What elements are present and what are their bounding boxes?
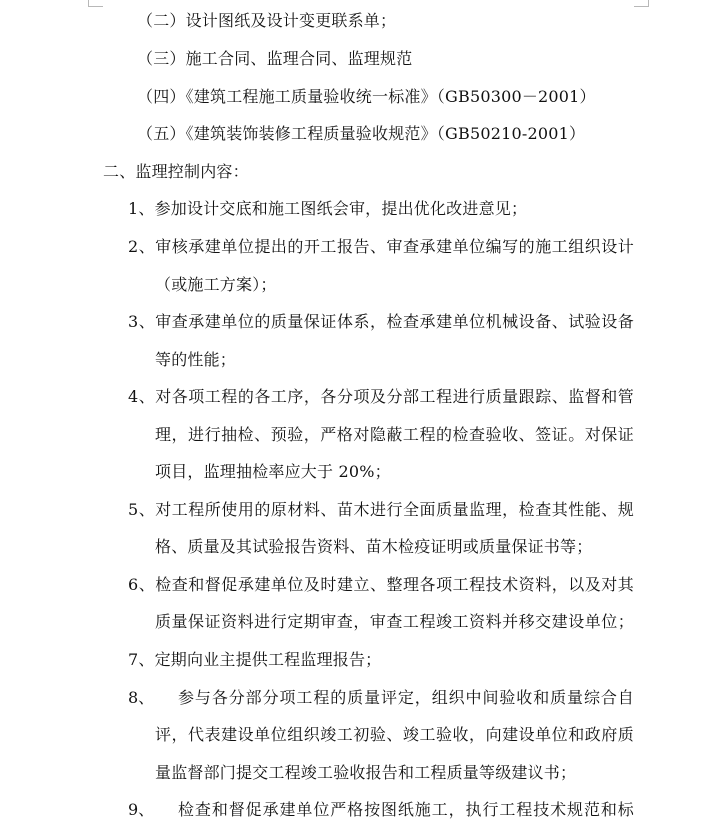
list-item-7: 7、定期向业主提供工程监理报告； (128, 650, 382, 669)
reference-item-2: （二）设计图纸及设计变更联系单； (137, 11, 397, 30)
list-item-8-line-3: 量监督部门提交工程竣工验收报告和工程质量等级建议书； (155, 763, 577, 782)
section-heading: 二、监理控制内容： (103, 162, 249, 181)
reference-item-5: （五）《建筑装饰装修工程质量验收规范》（GB50210-2001） (137, 124, 586, 143)
list-item-6-line-1: 6、检查和督促承建单位及时建立、整理各项工程技术资料，以及对其 (128, 575, 634, 594)
list-item-5-line-1: 5、对工程所使用的原材料、苗木进行全面质量监理，检查其性能、规 (128, 500, 634, 519)
reference-item-4: （四）《建筑工程施工质量验收统一标准》（GB50300－2001） (137, 87, 596, 106)
list-item-9-line-1: 检查和督促承建单位严格按图纸施工，执行工程技术规范和标 (178, 800, 634, 819)
list-item-4-line-2: 理，进行抽检、预验，严格对隐蔽工程的检查验收、签证。对保证 (155, 425, 634, 444)
list-item-8-number: 8、 (128, 688, 155, 707)
reference-item-3: （三）施工合同、监理合同、监理规范 (137, 49, 413, 68)
list-item-2-line-1: 2、审核承建单位提出的开工报告、审查承建单位编写的施工组织设计 (128, 237, 634, 256)
list-item-5-line-2: 格、质量及其试验报告资料、苗木检疫证明或质量保证书等； (155, 537, 593, 556)
list-item-3-line-2: 等的性能； (155, 350, 237, 369)
list-item-3-line-1: 3、审查承建单位的质量保证体系，检查承建单位机械设备、试验设备 (128, 312, 634, 331)
list-item-8-line-2: 评，代表建设单位组织竣工初验、竣工验收，向建设单位和政府质 (155, 725, 634, 744)
list-item-9-number: 9、 (128, 800, 155, 819)
page-corner-mark-left (88, 0, 103, 7)
list-item-1: 1、参加设计交底和施工图纸会审，提出优化改进意见； (128, 199, 528, 218)
list-item-8-line-1: 参与各分部分项工程的质量评定，组织中间验收和质量综合自 (178, 688, 634, 707)
list-item-4-line-3: 项目，监理抽检率应大于 20%； (155, 462, 391, 481)
list-item-6-line-2: 质量保证资料进行定期审查，审查工程竣工资料并移交建设单位； (155, 612, 634, 631)
list-item-2-line-2: （或施工方案）； (155, 275, 277, 294)
page-corner-mark-right (634, 0, 649, 7)
list-item-4-line-1: 4、对各项工程的各工序，各分项及分部工程进行质量跟踪、监督和管 (128, 387, 634, 406)
